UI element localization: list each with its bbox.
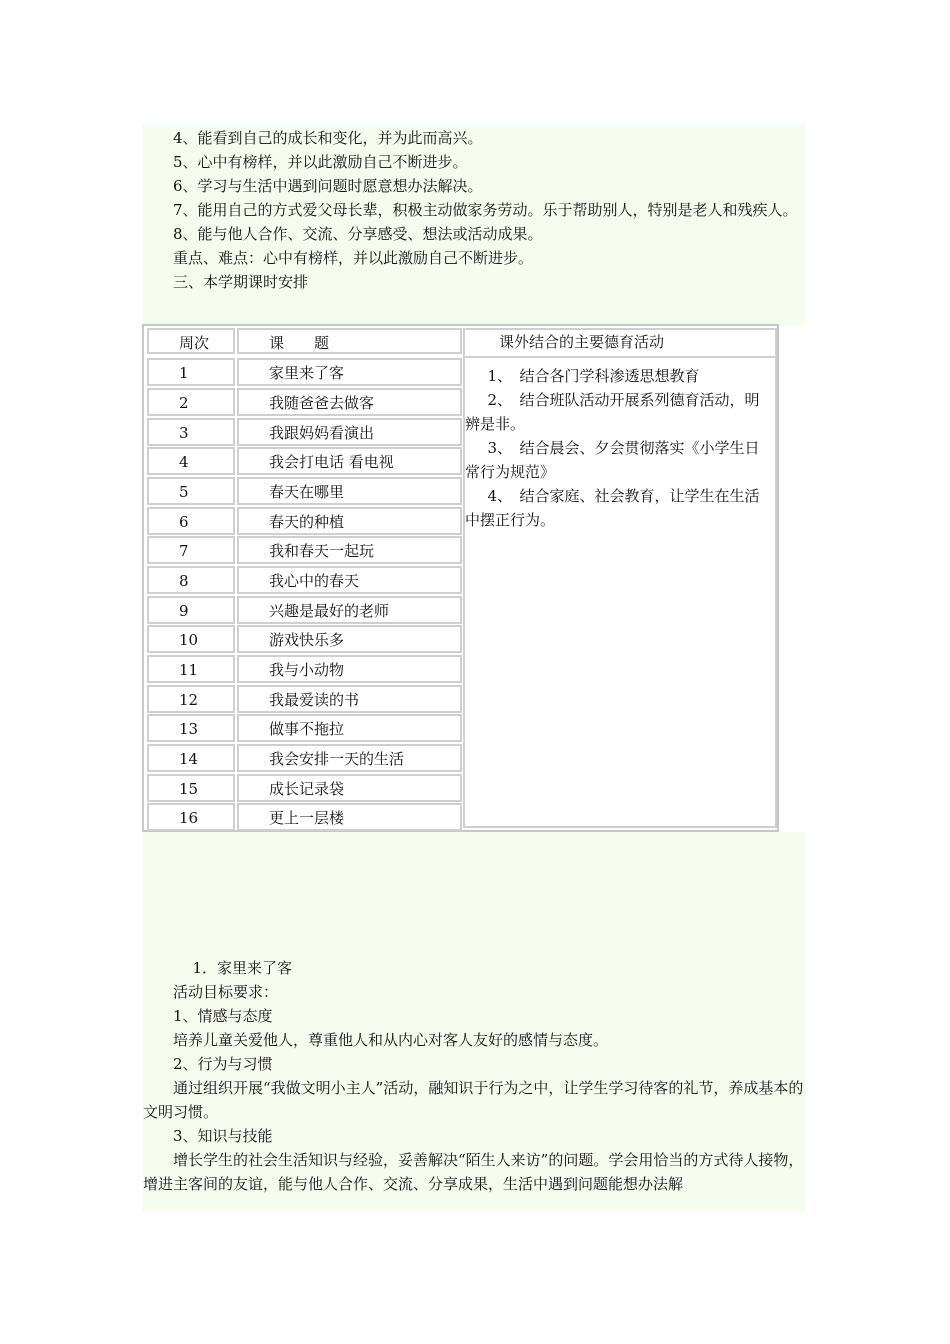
lesson-line: 活动目标要求： bbox=[173, 983, 279, 1001]
table-row bbox=[144, 388, 462, 418]
goal-5: 5、心中有榜样，并以此激励自己不断进步。 bbox=[173, 153, 468, 171]
week-cell: 14 bbox=[147, 744, 235, 772]
lesson-line: 通过组织开展“我做文明小主人”活动，融知识于行为之中，让学生学习待客的礼节，养成基本的文明习惯。 bbox=[143, 1079, 804, 1121]
topic-cell: 春天的种植 bbox=[237, 507, 462, 535]
activity-item: 4、 结合家庭、社会教育，让学生在生活中摆正行为。 bbox=[465, 487, 760, 529]
topic-cell: 我和春天一起玩 bbox=[237, 536, 462, 564]
section-heading: 三、本学期课时安排 bbox=[173, 273, 309, 291]
lesson-line: 1、情感与态度 bbox=[173, 1007, 273, 1025]
week-cell: 9 bbox=[147, 596, 235, 624]
week-cell: 5 bbox=[147, 477, 235, 505]
header-activities: 课外结合的主要德育活动 bbox=[465, 330, 775, 358]
activity-item: 3、 结合晨会、夕会贯彻落实《小学生日常行为规范》 bbox=[465, 439, 760, 481]
table-row bbox=[144, 685, 462, 715]
topic-cell: 我心中的春天 bbox=[237, 566, 462, 594]
week-cell: 4 bbox=[147, 447, 235, 475]
topic-cell: 家里来了客 bbox=[237, 358, 462, 386]
goal-4: 4、能看到自己的成长和变化，并为此而高兴。 bbox=[173, 129, 483, 147]
table-row bbox=[144, 803, 462, 833]
week-cell: 15 bbox=[147, 774, 235, 802]
activity-item: 2、 结合班队活动开展系列德育活动，明辨是非。 bbox=[465, 391, 760, 433]
week-cell: 1 bbox=[147, 358, 235, 386]
week-cell: 2 bbox=[147, 388, 235, 416]
topic-cell: 做事不拖拉 bbox=[237, 714, 462, 742]
lesson-section bbox=[143, 832, 805, 1212]
table-row bbox=[144, 507, 462, 537]
activity-item: 1、 结合各门学科渗透思想教育 bbox=[487, 367, 700, 385]
topic-cell: 更上一层楼 bbox=[237, 803, 462, 831]
topic-cell: 游戏快乐多 bbox=[237, 625, 462, 653]
week-cell: 7 bbox=[147, 536, 235, 564]
table-row bbox=[144, 655, 462, 685]
lesson-line: 增长学生的社会生活知识与经验，妥善解决“陌生人来访”的问题。学会用恰当的方式待人接物，增进主客间的友谊，能与他人合作、交流、分享成果，生活中遇到问题能想办法解 bbox=[143, 1151, 804, 1193]
table-row bbox=[144, 714, 462, 744]
topic-cell: 我跟妈妈看演出 bbox=[237, 418, 462, 446]
topic-cell: 成长记录袋 bbox=[237, 774, 462, 802]
activities-column bbox=[463, 328, 777, 828]
header-topic: 课 题 bbox=[237, 328, 462, 354]
week-cell: 6 bbox=[147, 507, 235, 535]
topic-cell: 兴趣是最好的老师 bbox=[237, 596, 462, 624]
topic-cell: 我与小动物 bbox=[237, 655, 462, 683]
topic-cell: 我会安排一天的生活 bbox=[237, 744, 462, 772]
table-row bbox=[144, 625, 462, 655]
goal-6: 6、学习与生活中遇到问题时愿意想办法解决。 bbox=[173, 177, 483, 195]
week-cell: 16 bbox=[147, 803, 235, 831]
lesson-line: 3、知识与技能 bbox=[173, 1127, 273, 1145]
table-row bbox=[144, 744, 462, 774]
key-points: 重点、难点：心中有榜样，并以此激励自己不断进步。 bbox=[173, 249, 534, 267]
table-row bbox=[144, 358, 462, 388]
table-row bbox=[144, 566, 462, 596]
header-week: 周次 bbox=[147, 328, 235, 354]
table-row bbox=[144, 418, 462, 448]
topic-cell: 我最爱读的书 bbox=[237, 685, 462, 713]
table-row bbox=[144, 536, 462, 566]
table-row bbox=[144, 477, 462, 507]
week-cell: 12 bbox=[147, 685, 235, 713]
goal-8: 8、能与他人合作、交流、分享感受、想法或活动成果。 bbox=[173, 225, 543, 243]
table-row bbox=[144, 596, 462, 626]
week-cell: 13 bbox=[147, 714, 235, 742]
week-cell: 10 bbox=[147, 625, 235, 653]
goal-7: 7、能用自己的方式爱父母长辈，积极主动做家务劳动。乐于帮助别人，特别是老人和残疾人。 bbox=[173, 201, 798, 219]
table-row bbox=[144, 774, 462, 804]
week-cell: 3 bbox=[147, 418, 235, 446]
table-row bbox=[144, 447, 462, 477]
week-cell: 8 bbox=[147, 566, 235, 594]
schedule-table bbox=[142, 324, 779, 832]
week-cell: 11 bbox=[147, 655, 235, 683]
lesson-line: 培养儿童关爱他人，尊重他人和从内心对客人友好的感情与态度。 bbox=[173, 1031, 609, 1049]
topic-cell: 春天在哪里 bbox=[237, 477, 462, 505]
lesson-line: 2、行为与习惯 bbox=[173, 1055, 273, 1073]
topic-cell: 我会打电话 看电视 bbox=[237, 447, 462, 475]
lesson-heading: 1．家里来了客 bbox=[192, 959, 293, 977]
intro-section bbox=[143, 124, 805, 326]
topic-cell: 我随爸爸去做客 bbox=[237, 388, 462, 416]
